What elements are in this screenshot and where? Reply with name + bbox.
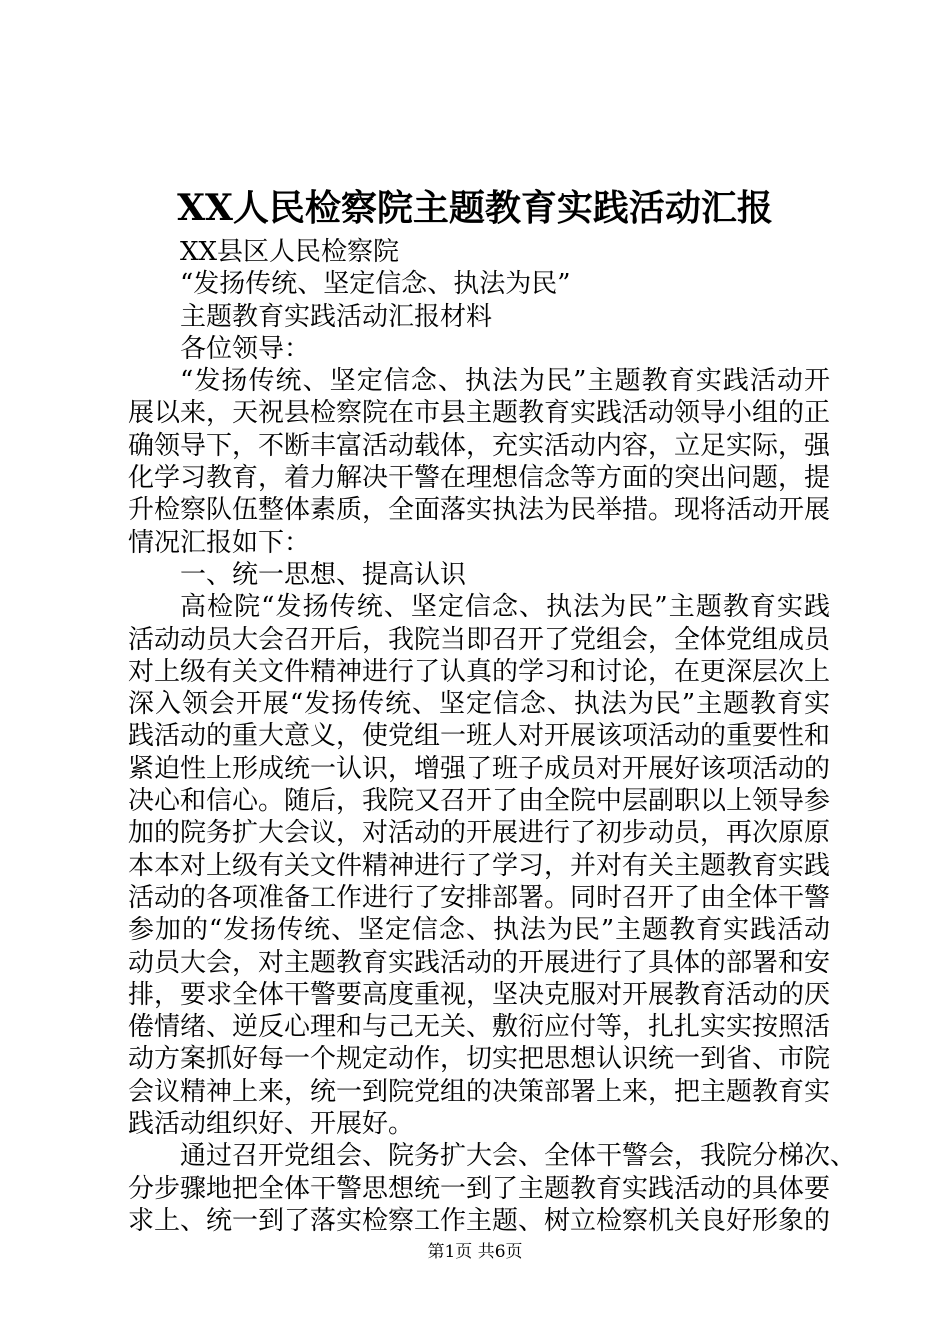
text-line: 情况汇报如下： xyxy=(128,527,311,558)
text-line: 动员大会，对主题教育实践活动的开展进行了具体的部署和安 xyxy=(128,947,831,978)
text-line: 化学习教育，着力解决干警在理想信念等方面的突出问题，提 xyxy=(128,463,831,494)
text-line: 本本对上级有关文件精神进行了学习，并对有关主题教育实践 xyxy=(128,850,831,881)
text-line: 动方案抓好每一个规定动作，切实把思想认识统一到省、市院 xyxy=(128,1044,831,1075)
text-line: 排，要求全体干警要高度重视，坚决克服对开展教育活动的厌 xyxy=(128,979,831,1010)
text-line: 加的院务扩大会议，对活动的开展进行了初步动员，再次原原 xyxy=(128,818,831,849)
text-line: 高检院“发扬传统、坚定信念、执法为民”主题教育实践 xyxy=(180,592,830,623)
document-title: XX人民检察院主题教育实践活动汇报 xyxy=(177,187,773,229)
text-line: “发扬传统、坚定信念、执法为民” xyxy=(180,269,571,300)
text-line: 各位领导： xyxy=(180,333,311,364)
text-line: 升检察队伍整体素质，全面落实执法为民举措。现将活动开展 xyxy=(128,495,831,526)
text-line: 参加的“发扬传统、坚定信念、执法为民”主题教育实践活动 xyxy=(128,915,830,946)
text-line: 倦情绪、逆反心理和与己无关、敷衍应付等，扎扎实实按照活 xyxy=(128,1012,831,1043)
document-body xyxy=(128,236,857,1237)
text-line: 一、统一思想、提高认识 xyxy=(180,559,467,590)
text-line: 会议精神上来，统一到院党组的决策部署上来，把主题教育实 xyxy=(128,1076,831,1107)
text-line: 紧迫性上形成统一认识，增强了班子成员对开展好该项活动的 xyxy=(128,753,831,784)
text-line: 展以来，天祝县检察院在市县主题教育实践活动领导小组的正 xyxy=(128,398,831,429)
text-line: 求上、统一到了落实检察工作主题、树立检察机关良好形象的 xyxy=(128,1205,831,1236)
text-line: 确领导下，不断丰富活动载体，充实活动内容，立足实际，强 xyxy=(128,430,831,461)
text-line: 深入领会开展“发扬传统、坚定信念、执法为民”主题教育实 xyxy=(128,689,830,720)
text-line: 践活动组织好、开展好。 xyxy=(128,1109,415,1140)
text-line: XX县区人民检察院 xyxy=(180,237,400,267)
text-line: 分步骤地把全体干警思想统一到了主题教育实践活动的具体要 xyxy=(128,1173,831,1204)
text-line: 践活动的重大意义，使党组一班人对开展该项活动的重要性和 xyxy=(128,721,831,752)
text-line: 活动的各项准备工作进行了安排部署。同时召开了由全体干警 xyxy=(128,882,831,913)
text-line: 通过召开党组会、院务扩大会、全体干警会，我院分梯次、 xyxy=(180,1141,857,1172)
text-line: 决心和信心。随后，我院又召开了由全院中层副职以上领导参 xyxy=(128,786,831,817)
text-line: 活动动员大会召开后，我院当即召开了党组会，全体党组成员 xyxy=(128,624,831,655)
text-line: “发扬传统、坚定信念、执法为民”主题教育实践活动开 xyxy=(180,366,830,397)
text-line: 对上级有关文件精神进行了认真的学习和讨论，在更深层次上 xyxy=(128,656,831,687)
text-line: 主题教育实践活动汇报材料 xyxy=(180,301,493,332)
page-footer: 第1页 共6页 xyxy=(427,1242,523,1262)
